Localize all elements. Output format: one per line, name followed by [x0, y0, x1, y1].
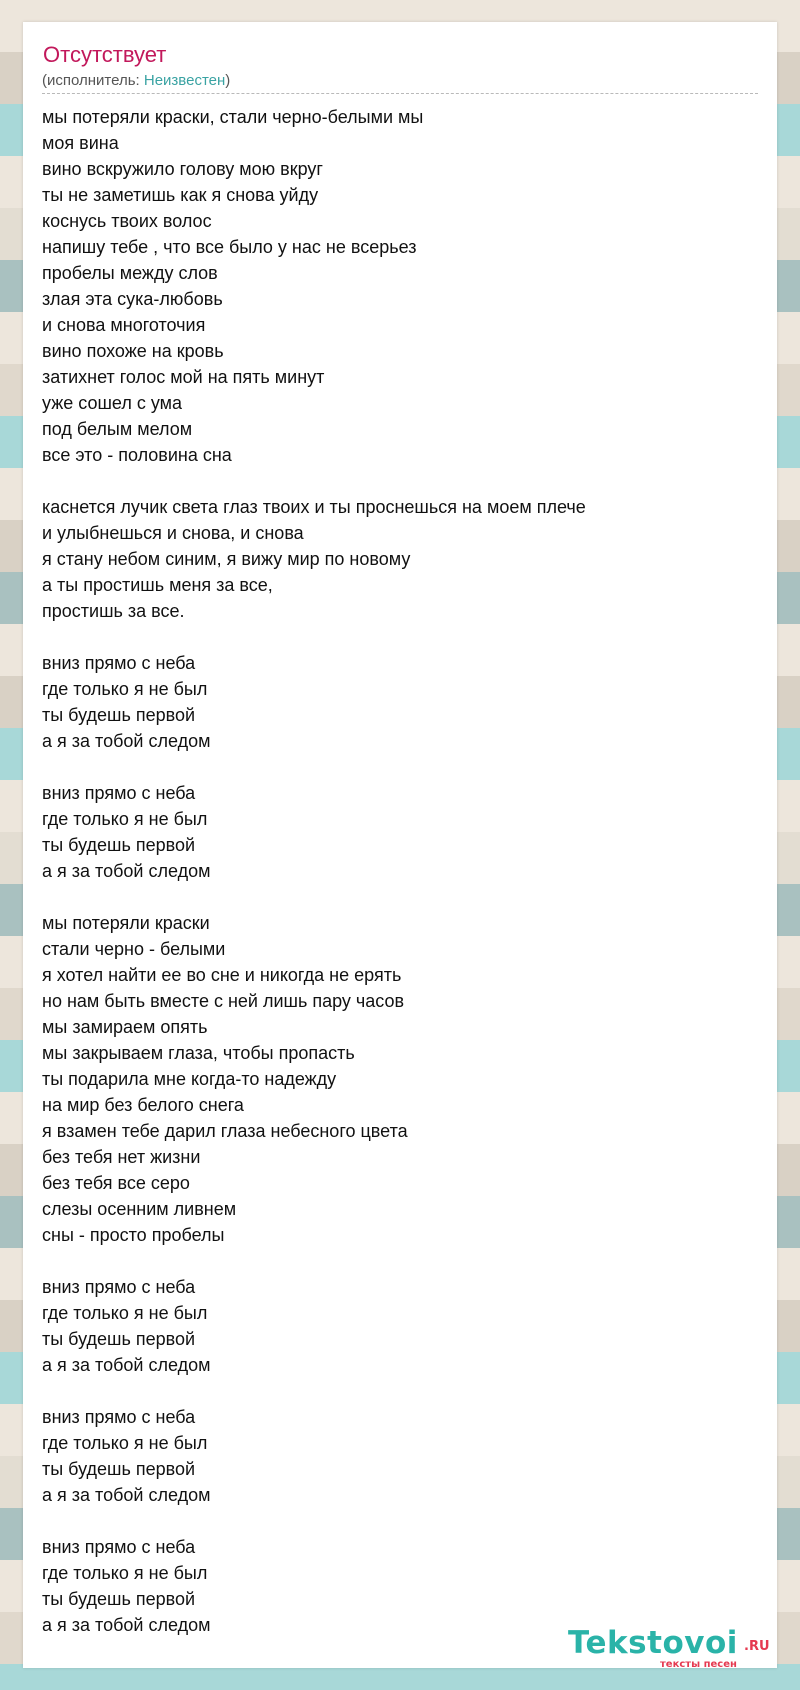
lyrics-line: ты подарила мне когда-то надежду: [42, 1069, 337, 1089]
lyrics-line: а ты простишь меня за все,: [42, 575, 273, 595]
lyrics-line: а я за тобой следом: [42, 861, 211, 881]
lyrics-line: где только я не был: [42, 679, 208, 699]
lyrics-line: вниз прямо с неба: [42, 1407, 196, 1427]
lyrics-line: а я за тобой следом: [42, 1355, 211, 1375]
artist-prefix: (исполнитель:: [42, 72, 144, 89]
lyrics-line: ты будешь первой: [42, 1329, 196, 1349]
lyrics-line: мы закрываем глаза, чтобы пропасть: [42, 1043, 355, 1063]
lyrics-line: но нам быть вместе с ней лишь пару часов: [42, 991, 405, 1011]
lyrics-line: ты не заметишь как я снова уйду: [42, 185, 319, 205]
lyrics-line: на мир без белого снега: [42, 1095, 244, 1115]
song-title: Отсутствует: [43, 42, 167, 67]
lyrics-line: ты будешь первой: [42, 705, 196, 725]
lyrics-line: все это - половина сна: [42, 445, 232, 465]
lyrics-line: мы потеряли краски: [42, 913, 210, 933]
lyrics-verse: [42, 1534, 742, 1638]
lyrics-line: уже сошел с ума: [42, 393, 183, 413]
lyrics-line: злая эта сука-любовь: [42, 289, 223, 309]
logo-tagline: тексты песен: [660, 1659, 737, 1670]
lyrics-verse: [42, 780, 742, 884]
lyrics-line: без тебя нет жизни: [42, 1147, 201, 1167]
artist-suffix: ): [225, 72, 231, 89]
lyrics-line: и улыбнешься и снова, и снова: [42, 523, 304, 543]
lyrics-line: сны - просто пробелы: [42, 1225, 225, 1245]
lyrics-body: [42, 104, 742, 1664]
lyrics-line: вино вскружило голову мою вкруг: [42, 159, 323, 179]
lyrics-line: где только я не был: [42, 1433, 208, 1453]
lyrics-line: под белым мелом: [42, 419, 193, 439]
lyrics-line: ты будешь первой: [42, 1589, 196, 1609]
lyrics-verse: [42, 104, 742, 468]
lyrics-line: пробелы между слов: [42, 263, 218, 283]
lyrics-card: [23, 22, 777, 1668]
lyrics-line: вниз прямо с неба: [42, 653, 196, 673]
lyrics-line: ты будешь первой: [42, 1459, 196, 1479]
lyrics-line: напишу тебе , что все было у нас не всерьез: [42, 237, 417, 257]
lyrics-line: моя вина: [42, 133, 119, 153]
artist-line: [42, 72, 230, 90]
title-divider: [42, 93, 758, 94]
lyrics-line: я взамен тебе дарил глаза небесного цвета: [42, 1121, 408, 1141]
lyrics-line: ты будешь первой: [42, 835, 196, 855]
lyrics-verse: [42, 1274, 742, 1378]
lyrics-line: мы потеряли краски, стали черно-белыми мы: [42, 107, 424, 127]
lyrics-line: где только я не был: [42, 1303, 208, 1323]
lyrics-line: я хотел найти ее во сне и никогда не ерять: [42, 965, 402, 985]
lyrics-line: простишь за все.: [42, 601, 185, 621]
lyrics-verse: [42, 494, 742, 624]
logo-domain: .RU: [744, 1639, 770, 1654]
site-logo[interactable]: [568, 1625, 768, 1669]
lyrics-line: вино похоже на кровь: [42, 341, 224, 361]
artist-link[interactable]: Неизвестен: [143, 72, 226, 89]
lyrics-line: а я за тобой следом: [42, 1485, 211, 1505]
lyrics-line: а я за тобой следом: [42, 1615, 211, 1635]
lyrics-line: стали черно - белыми: [42, 939, 226, 959]
lyrics-line: где только я не был: [42, 809, 208, 829]
lyrics-line: каснется лучик света глаз твоих и ты проснешься на моем плече: [42, 497, 586, 517]
lyrics-line: вниз прямо с неба: [42, 1277, 196, 1297]
lyrics-line: и снова многоточия: [42, 315, 206, 335]
lyrics-line: без тебя все серо: [42, 1173, 190, 1193]
logo-wordmark: Tekstovoi: [568, 1625, 738, 1661]
lyrics-line: а я за тобой следом: [42, 731, 211, 751]
lyrics-verse: [42, 1404, 742, 1508]
lyrics-line: вниз прямо с неба: [42, 1537, 196, 1557]
lyrics-line: мы замираем опять: [42, 1017, 208, 1037]
lyrics-line: где только я не был: [42, 1563, 208, 1583]
lyrics-verse: [42, 650, 742, 754]
lyrics-line: вниз прямо с неба: [42, 783, 196, 803]
lyrics-line: слезы осенним ливнем: [42, 1199, 237, 1219]
lyrics-verse: [42, 910, 742, 1248]
lyrics-line: я стану небом синим, я вижу мир по новому: [42, 549, 411, 569]
lyrics-line: коснусь твоих волос: [42, 211, 212, 231]
lyrics-line: затихнет голос мой на пять минут: [42, 367, 325, 387]
